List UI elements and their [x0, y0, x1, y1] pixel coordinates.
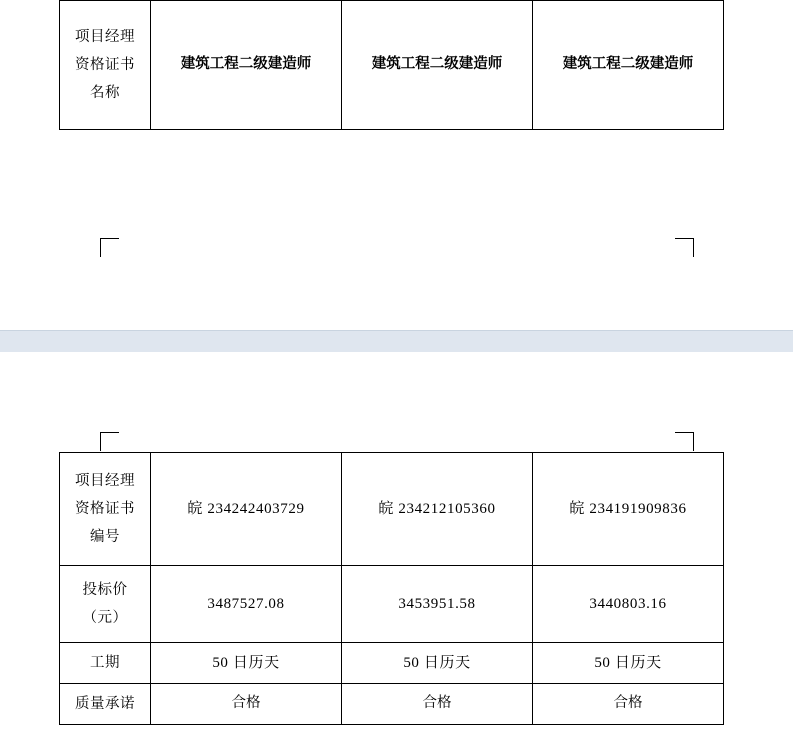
row-label-duration — [60, 643, 151, 684]
bid-summary-table-bottom — [59, 452, 724, 725]
bid-summary-table-top — [59, 0, 724, 130]
row-label-line: 投标价 — [82, 581, 128, 598]
row-label-line: 项目经理 — [75, 28, 135, 45]
crop-mark-top-left — [100, 432, 119, 451]
document-page-bottom — [0, 352, 793, 752]
row-label-line: 资格证书 — [75, 500, 135, 517]
table-cell: 合格 — [151, 684, 342, 725]
row-label-line: 工期 — [90, 654, 120, 671]
table-cell: 皖 234191909836 — [533, 453, 724, 566]
table-row — [60, 566, 724, 643]
page-separator — [0, 330, 793, 354]
table-cell: 3440803.16 — [533, 566, 724, 643]
crop-mark-top-right — [675, 432, 694, 451]
table-cell: 建筑工程二级建造师 — [533, 1, 724, 130]
table-cell: 建筑工程二级建造师 — [342, 1, 533, 130]
table-row — [60, 684, 724, 725]
document-page-top — [0, 0, 793, 330]
row-label-cert-no — [60, 453, 151, 566]
table-cell: 3453951.58 — [342, 566, 533, 643]
table-cell: 50 日历天 — [342, 643, 533, 684]
table-cell: 皖 234242403729 — [151, 453, 342, 566]
table-row — [60, 1, 724, 130]
table-row — [60, 643, 724, 684]
table-cell: 建筑工程二级建造师 — [151, 1, 342, 130]
table-cell: 皖 234212105360 — [342, 453, 533, 566]
table-row — [60, 453, 724, 566]
crop-mark-top-right — [675, 238, 694, 257]
table-cell: 合格 — [533, 684, 724, 725]
row-label-line: （元） — [82, 610, 128, 626]
table-cell: 50 日历天 — [533, 643, 724, 684]
row-label-quality — [60, 684, 151, 725]
table-cell: 50 日历天 — [151, 643, 342, 684]
row-label-line: 名称 — [90, 85, 120, 102]
row-label-line: 资格证书 — [75, 56, 135, 73]
row-label-line: 编号 — [90, 529, 120, 546]
crop-mark-top-left — [100, 238, 119, 257]
row-label-cert-name — [60, 1, 151, 130]
row-label-line: 质量承诺 — [75, 695, 135, 712]
row-label-line: 项目经理 — [75, 472, 135, 489]
table-cell: 3487527.08 — [151, 566, 342, 643]
table-cell: 合格 — [342, 684, 533, 725]
row-label-bid-price — [60, 566, 151, 643]
